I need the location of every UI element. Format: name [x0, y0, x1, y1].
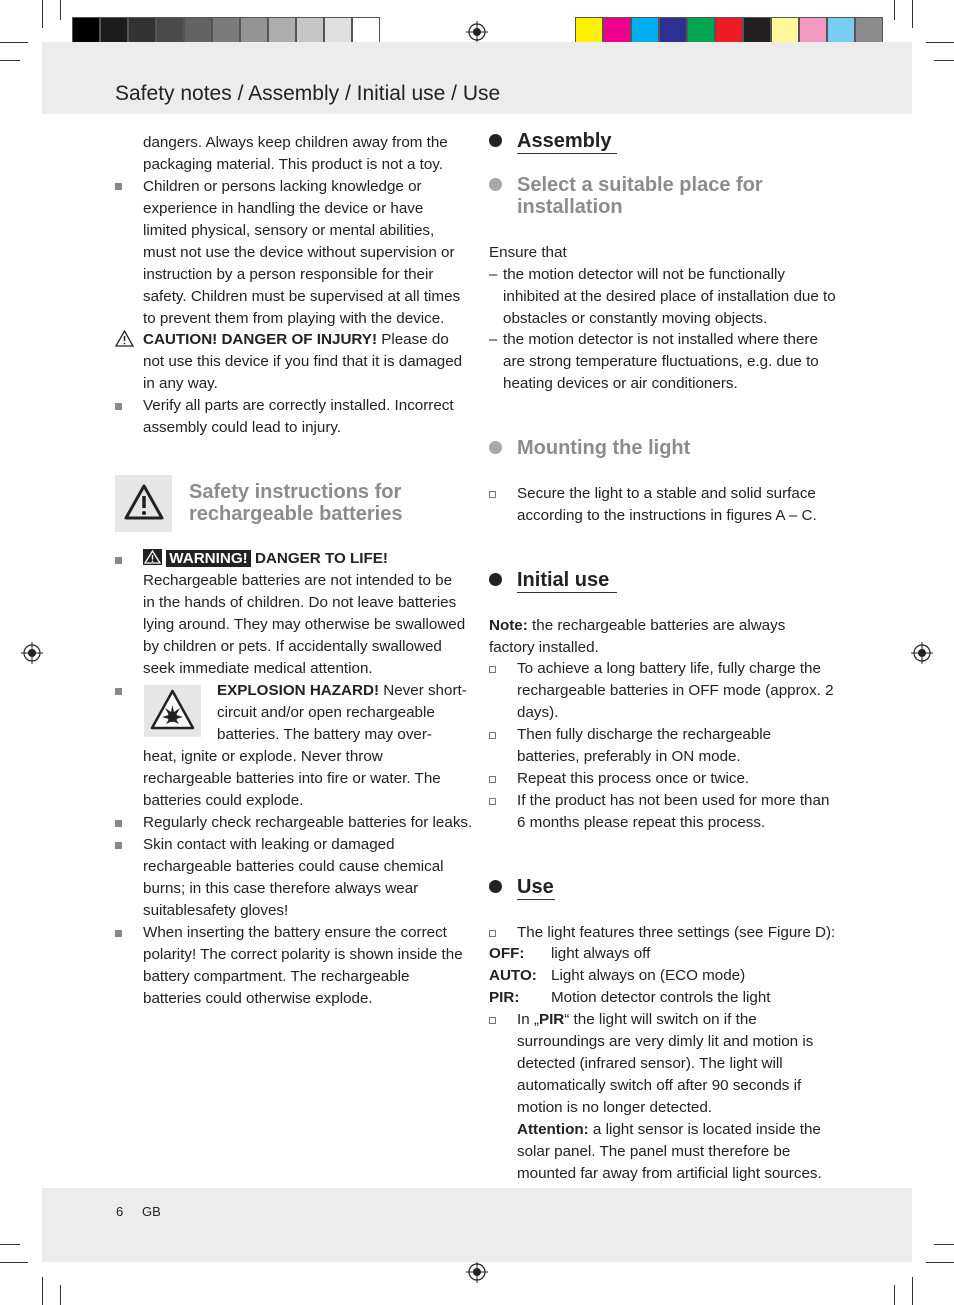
paragraph: To achieve a long battery life, fully charge the rechargeable batteries in OFF mode (approx. 2 days). — [517, 660, 834, 721]
registration-mark-icon — [21, 642, 43, 664]
assembly-heading: Assembly — [517, 130, 612, 152]
bullet-box — [489, 930, 496, 937]
explosion-icon-box — [144, 685, 201, 737]
explosion-hazard-icon — [150, 689, 195, 731]
footer-band — [42, 1188, 912, 1262]
section-dot — [489, 880, 502, 893]
crop-mark — [912, 1277, 913, 1305]
section-dot — [489, 441, 502, 454]
crop-mark — [934, 1244, 954, 1245]
mode-text-auto: Light always on (ECO mode) — [551, 967, 746, 984]
pir-text: “ the light will switch on if the surroundings are very dimly lit and motion is detected (infrared sensor). The light will automatically switch off after 90 seconds if motion is no longer detected. — [517, 1011, 814, 1116]
paragraph: the motion detector is not installed where there are strong temperature fluctuations, e.g. due to heating devices or air conditioners. — [503, 331, 819, 392]
bullet-box — [489, 491, 496, 498]
crop-mark — [0, 1244, 20, 1245]
bullet-box — [489, 1017, 496, 1024]
danger-label: DANGER TO LIFE! — [254, 550, 388, 567]
heading-underline — [517, 153, 617, 154]
bullet-square — [115, 403, 122, 410]
paragraph: Then fully discharge the rechargeable batteries, preferably in ON mode. — [517, 726, 772, 765]
bullet-box — [489, 666, 496, 673]
explosion-label: EXPLOSION HAZARD! — [217, 682, 380, 699]
explosion-text: Never short-circuit and/or open rechargeable batteries. The battery may over- — [217, 682, 467, 743]
paragraph: Skin contact with leaking or damaged rechargeable batteries could cause chemical burns; in this case therefore always wear suitablesafety gloves! — [143, 836, 444, 919]
note-text: the rechargeable batteries are always factory installed. — [489, 617, 786, 656]
heading-underline — [517, 899, 555, 900]
note-paragraph — [489, 615, 834, 659]
crop-mark — [926, 42, 954, 43]
bullet-square — [115, 557, 122, 564]
mounting-heading: Mounting the light — [517, 437, 691, 459]
bullet-square — [115, 842, 122, 849]
bullet-box — [489, 776, 496, 783]
caution-label: CAUTION! DANGER OF INJURY! — [143, 331, 377, 348]
crop-mark — [42, 0, 43, 28]
mode-label-pir: PIR: — [489, 989, 520, 1006]
page-title: Safety notes / Assembly / Initial use / Use — [115, 82, 501, 105]
bullet-square — [115, 183, 122, 190]
warning-label: WARNING! — [166, 550, 250, 567]
crop-mark — [42, 1277, 43, 1305]
note-label: Note: — [489, 617, 528, 634]
section-dot — [489, 573, 502, 586]
paragraph: Regularly check rechargeable batteries for leaks. — [143, 814, 473, 831]
pir-label: PIR — [538, 1011, 565, 1028]
paragraph: The light features three settings (see Figure D): — [517, 924, 836, 941]
attention-label: Attention: — [517, 1121, 589, 1138]
registration-mark-icon — [466, 21, 488, 43]
paragraph: Repeat this process once or twice. — [517, 770, 750, 787]
warning-triangle-icon — [124, 484, 164, 520]
paragraph: When inserting the battery ensure the correct polarity! The correct polarity is shown inside the battery compartment. The rechargeable batteries could otherwise explode. — [143, 924, 463, 1007]
crop-mark — [934, 60, 954, 61]
crop-mark — [0, 1262, 28, 1263]
section-dot — [489, 178, 502, 191]
use-heading: Use — [517, 876, 554, 898]
paragraph: If the product has not been used for more than 6 months please repeat this process. — [517, 792, 830, 831]
bullet-box — [489, 798, 496, 805]
caution-triangle-icon — [115, 330, 134, 347]
warning-triangle-icon — [143, 549, 162, 565]
section-dot — [489, 134, 502, 147]
bullet-square — [115, 930, 122, 937]
caution-text: Please do not use this device if you find that it is damaged in any way. — [143, 331, 463, 392]
initial-use-heading: Initial use — [517, 569, 610, 591]
bullet-square — [115, 820, 122, 827]
crop-mark — [894, 0, 895, 20]
pir-paragraph — [517, 1009, 839, 1119]
crop-mark — [0, 42, 28, 43]
crop-mark — [894, 1285, 895, 1305]
dash-marker: – — [489, 331, 498, 348]
paragraph: Verify all parts are correctly installed. Incorrect assembly could lead to injury. — [143, 397, 454, 436]
paragraph: heat, ignite or explode. Never throw rechargeable batteries into fire or water. The batteries could explode. — [143, 748, 441, 809]
bullet-square — [115, 688, 122, 695]
paragraph: the motion detector will not be functionally inhibited at the desired place of installation due to obstacles or constantly moving objects. — [503, 266, 836, 327]
crop-mark — [60, 1285, 61, 1305]
mode-text-off: light always off — [551, 945, 651, 962]
dash-marker: – — [489, 266, 498, 283]
battery-safety-heading: Safety instructions for rechargeable batteries — [189, 481, 403, 525]
caution-paragraph — [143, 329, 468, 395]
mode-label-off: OFF: — [489, 945, 525, 962]
paragraph: Secure the light to a stable and solid surface according to the instructions in figures A – C. — [517, 485, 817, 524]
warning-line — [143, 548, 473, 570]
mode-text-pir: Motion detector controls the light — [551, 989, 771, 1006]
registration-mark-icon — [911, 642, 933, 664]
bullet-box — [489, 732, 496, 739]
pir-quote-open: In „ — [517, 1011, 539, 1028]
crop-mark — [926, 1262, 954, 1263]
attention-paragraph — [517, 1119, 839, 1185]
page-number: 6 — [116, 1204, 124, 1219]
attention-text: a light sensor is located inside the solar panel. The panel must therefore be mounted far away from artificial light sources. — [517, 1121, 822, 1182]
place-heading: Select a suitable place for installation — [517, 174, 763, 218]
registration-mark-icon — [466, 1261, 488, 1283]
crop-mark — [912, 0, 913, 28]
crop-mark — [60, 0, 61, 20]
paragraph: Ensure that — [489, 244, 567, 261]
crop-mark — [0, 60, 20, 61]
explosion-paragraph — [217, 680, 467, 746]
heading-underline — [517, 592, 617, 593]
paragraph: Rechargeable batteries are not intended to be in the hands of children. Do not leave batteries lying around. They may otherwise be swallowed by children or pets. If accidentally swallowed seek immediate medical attention. — [143, 572, 466, 677]
mode-label-auto: AUTO: — [489, 967, 537, 984]
language-code: GB — [142, 1204, 161, 1219]
paragraph: Children or persons lacking knowledge or experience in handling the device or have limited physical, sensory or mental abilities, must not use the device without supervision or instruction by a person responsible for their safety. Children must be supervised at all times to prevent them from playing with the device. — [143, 178, 461, 327]
warning-icon-box — [115, 475, 172, 532]
paragraph: dangers. Always keep children away from the packaging material. This product is not a toy. — [143, 134, 448, 173]
